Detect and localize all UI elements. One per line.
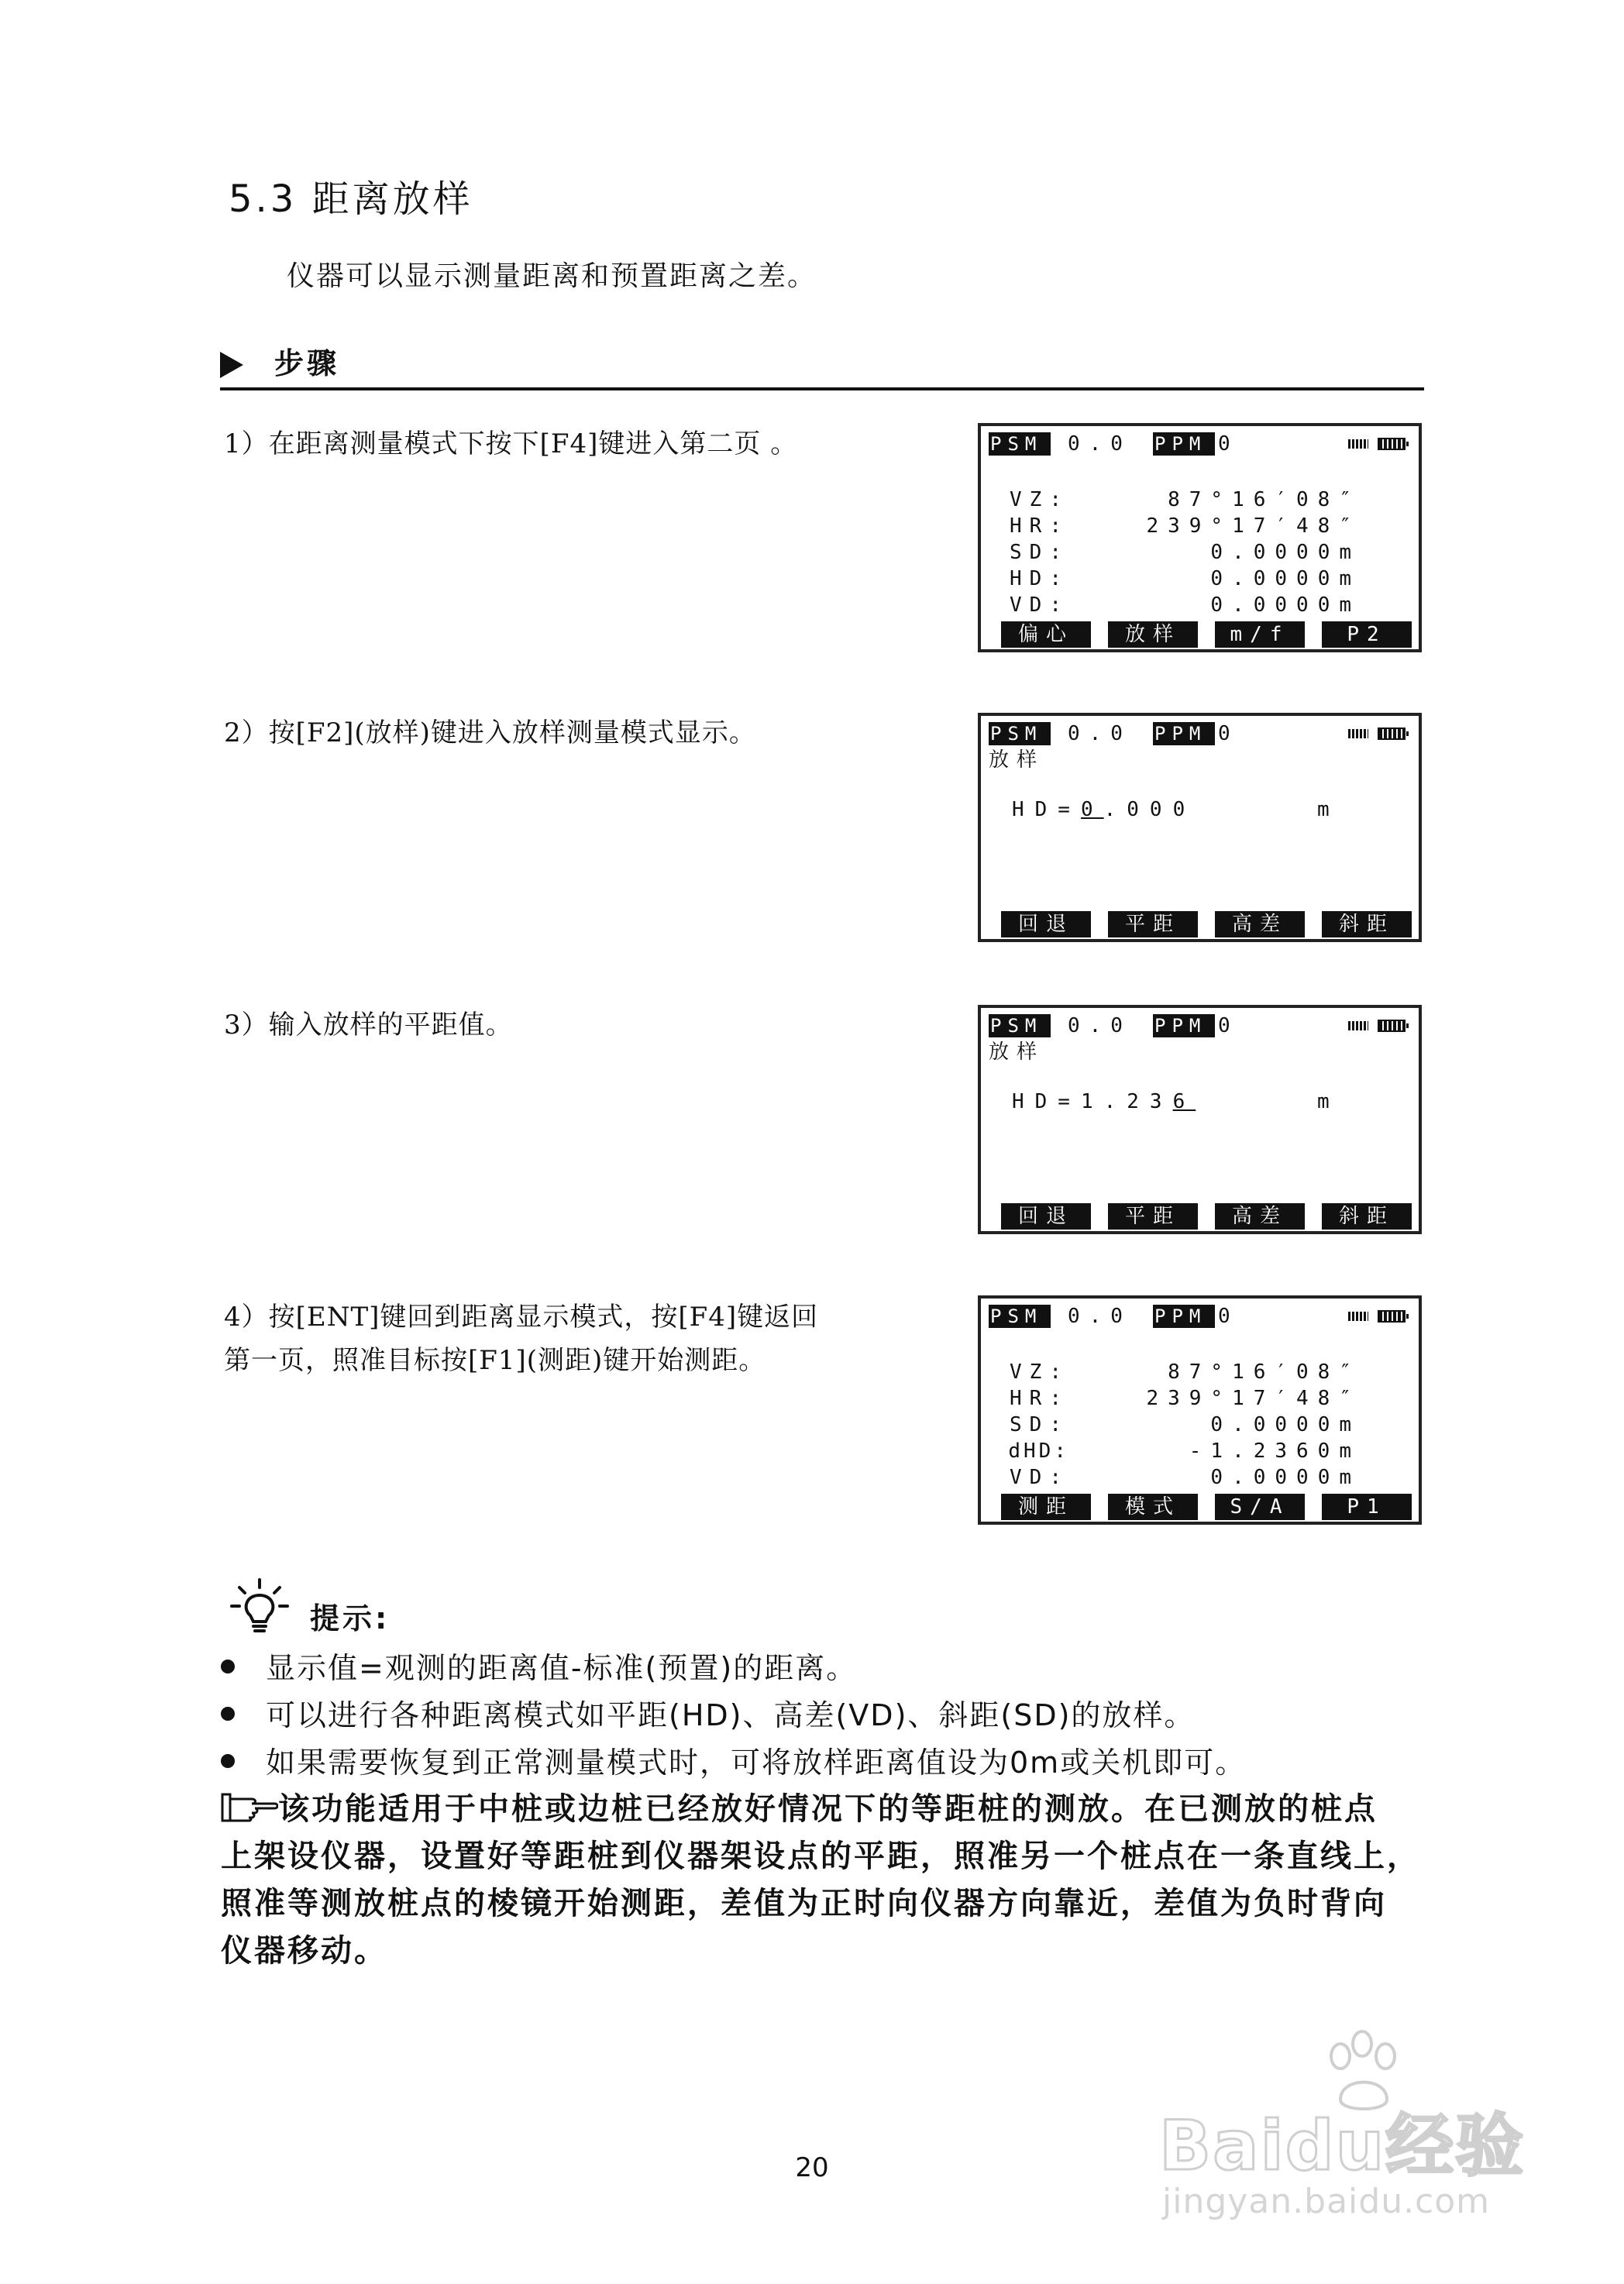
note-paragraph — [221, 1786, 1445, 1975]
psm-tag: PSM — [989, 722, 1051, 745]
f1-key[interactable]: 回退 — [1001, 911, 1091, 937]
row-value: 87°16′08″ — [1168, 488, 1361, 511]
f4-key[interactable]: 斜距 — [1322, 1203, 1412, 1230]
f1-key[interactable]: 偏心 — [1001, 621, 1091, 648]
bullet-icon — [221, 1660, 235, 1673]
f1-key[interactable]: 测距 — [1001, 1494, 1091, 1520]
row-value: 0.0000m — [1210, 1466, 1361, 1489]
step-4-line-1: 4）按[ENT]键回到距离显示模式，按[F4]键返回 — [224, 1302, 819, 1333]
status-bar — [989, 722, 1415, 745]
pointing-hand-icon — [221, 1791, 278, 1824]
f4-key[interactable]: P1 — [1322, 1494, 1412, 1520]
section-title: 5.3 距离放样 — [229, 177, 473, 221]
row-value: 0.0000m — [1210, 593, 1361, 617]
f4-key[interactable]: P2 — [1322, 621, 1412, 648]
f3-key[interactable]: m/f — [1215, 621, 1305, 648]
row-label: HR: — [1010, 514, 1069, 538]
hd-rest: .000 — [1103, 798, 1196, 821]
f2-key[interactable]: 放样 — [1108, 621, 1198, 648]
psm-value: 0.0 — [1068, 1014, 1132, 1037]
f2-key[interactable]: 平距 — [1108, 1203, 1198, 1230]
instrument-screen-3 — [978, 1005, 1422, 1234]
bullet-icon — [221, 1754, 235, 1768]
row-label: VZ: — [1010, 1360, 1069, 1384]
row-label: VZ: — [1010, 488, 1069, 511]
row-value: 87°16′08″ — [1168, 1360, 1361, 1384]
tip-item — [221, 1739, 1246, 1781]
hd-cursor: 6 — [1172, 1090, 1196, 1113]
intro-text: 仪器可以显示测量距离和预置距离之差。 — [287, 260, 817, 292]
step-2-line: 2）按[F2](放样)键进入放样测量模式显示。 — [224, 717, 756, 748]
watermark-url: jingyan.baidu.com — [1162, 2182, 1491, 2221]
ppm-tag: PPM — [1153, 432, 1215, 456]
function-keys — [1001, 1203, 1412, 1230]
step-3 — [224, 1003, 921, 1047]
function-keys — [1001, 621, 1412, 648]
battery-icon — [1378, 438, 1406, 450]
row-value: -1.2360m — [1189, 1440, 1361, 1463]
tip-text: 可以进行各种距离模式如平距(HD)、高差(VD)、斜距(SD)的放样。 — [266, 1698, 1196, 1732]
ppm-value: 0 — [1218, 1305, 1230, 1328]
lightbulb-icon — [229, 1577, 291, 1639]
hd-rest: 1.23 — [1080, 1090, 1173, 1113]
step-1 — [224, 422, 921, 466]
hd-unit: m — [1317, 1090, 1330, 1113]
hd-input[interactable] — [1012, 1089, 1196, 1115]
heading-rule — [220, 387, 1424, 390]
row-label: HR: — [1010, 1387, 1069, 1410]
ppm-tag: PPM — [1153, 1014, 1215, 1037]
step-1-line: 1）在距离测量模式下按下[F4]键进入第二页 。 — [224, 428, 798, 459]
hd-unit: m — [1317, 798, 1330, 821]
note-line-3: 照准等测放桩点的棱镜开始测距，差值为正时向仪器方向靠近，差值为负时背向 — [221, 1886, 1387, 1921]
tip-item — [221, 1644, 857, 1687]
psm-tag: PSM — [989, 1014, 1051, 1037]
f3-key[interactable]: 高差 — [1215, 911, 1305, 937]
page-number: 20 — [795, 2152, 829, 2183]
f1-key[interactable]: 回退 — [1001, 1203, 1091, 1230]
psm-tag: PSM — [989, 1305, 1051, 1328]
signal-icon — [1348, 1312, 1368, 1321]
f2-key[interactable]: 模式 — [1108, 1494, 1198, 1520]
hd-label: HD= — [1012, 1090, 1081, 1113]
battery-icon — [1378, 728, 1406, 740]
step-2 — [224, 711, 921, 755]
function-keys — [1001, 1494, 1412, 1520]
instrument-screen-2 — [978, 713, 1422, 942]
note-line-2: 上架设仪器，设置好等距桩到仪器架设点的平距，照准另一个桩点在一条直线上， — [221, 1839, 1420, 1874]
f2-key[interactable]: 平距 — [1108, 911, 1198, 937]
watermark-logo: Baidu经验 — [1159, 2106, 1526, 2186]
instrument-screen-1 — [978, 423, 1422, 652]
steps-heading-label: 步骤 — [274, 346, 340, 380]
row-value: 0.0000m — [1210, 567, 1361, 590]
step-4 — [224, 1295, 921, 1382]
row-label: HD: — [1010, 567, 1069, 590]
psm-value: 0.0 — [1068, 1305, 1132, 1328]
bullet-icon — [221, 1707, 235, 1721]
instrument-screen-4 — [978, 1295, 1422, 1525]
note-line-4: 仪器移动。 — [221, 1933, 387, 1969]
row-value: 0.0000m — [1210, 1413, 1361, 1436]
psm-value: 0.0 — [1068, 432, 1132, 456]
row-label: dHD: — [1008, 1440, 1069, 1463]
step-3-line: 3）输入放样的平距值。 — [224, 1010, 513, 1041]
mode-label: 放样 — [989, 1041, 1045, 1064]
triangle-icon — [220, 352, 243, 378]
status-bar — [989, 1305, 1415, 1328]
hd-label: HD= — [1012, 798, 1081, 821]
ppm-value: 0 — [1218, 722, 1230, 745]
ppm-tag: PPM — [1153, 722, 1215, 745]
signal-icon — [1348, 1021, 1368, 1030]
signal-icon — [1348, 729, 1368, 738]
row-value: 239°17′48″ — [1146, 1387, 1361, 1410]
hd-input[interactable] — [1012, 796, 1196, 823]
tip-item — [221, 1691, 1195, 1734]
row-value: 0.0000m — [1210, 541, 1361, 564]
battery-icon — [1378, 1310, 1406, 1323]
step-4-line-2: 第一页，照准目标按[F1](测距)键开始测距。 — [224, 1345, 766, 1376]
row-label: SD: — [1010, 541, 1069, 564]
row-value: 239°17′48″ — [1146, 514, 1361, 538]
note-line-1 — [221, 1786, 1445, 1833]
row-label: VD: — [1010, 1466, 1069, 1489]
ppm-value: 0 — [1218, 1014, 1230, 1037]
f4-key[interactable]: 斜距 — [1322, 911, 1412, 937]
signal-icon — [1348, 439, 1368, 449]
tip-text: 如果需要恢复到正常测量模式时，可将放样距离值设为0m或关机即可。 — [266, 1746, 1247, 1780]
f3-key[interactable]: S/A — [1215, 1494, 1305, 1520]
hd-cursor: 0 — [1080, 798, 1104, 821]
row-label: SD: — [1010, 1413, 1069, 1436]
tips-heading: 提示: — [310, 1601, 391, 1636]
steps-heading — [220, 339, 339, 382]
status-bar — [989, 432, 1415, 456]
tip-text: 显示值=观测的距离值-标准(预置)的距离。 — [266, 1651, 858, 1685]
status-bar — [989, 1014, 1415, 1037]
mode-label: 放样 — [989, 748, 1045, 772]
psm-value: 0.0 — [1068, 722, 1132, 745]
watermark — [1154, 2030, 1542, 2231]
ppm-value: 0 — [1218, 432, 1230, 456]
f3-key[interactable]: 高差 — [1215, 1203, 1305, 1230]
battery-icon — [1378, 1020, 1406, 1032]
psm-tag: PSM — [989, 432, 1051, 456]
ppm-tag: PPM — [1153, 1305, 1215, 1328]
note-text-1: 该功能适用于中桩或边桩已经放好情况下的等距桩的测放。在已测放的桩点 — [278, 1791, 1378, 1827]
function-keys — [1001, 911, 1412, 937]
row-label: VD: — [1010, 593, 1069, 617]
